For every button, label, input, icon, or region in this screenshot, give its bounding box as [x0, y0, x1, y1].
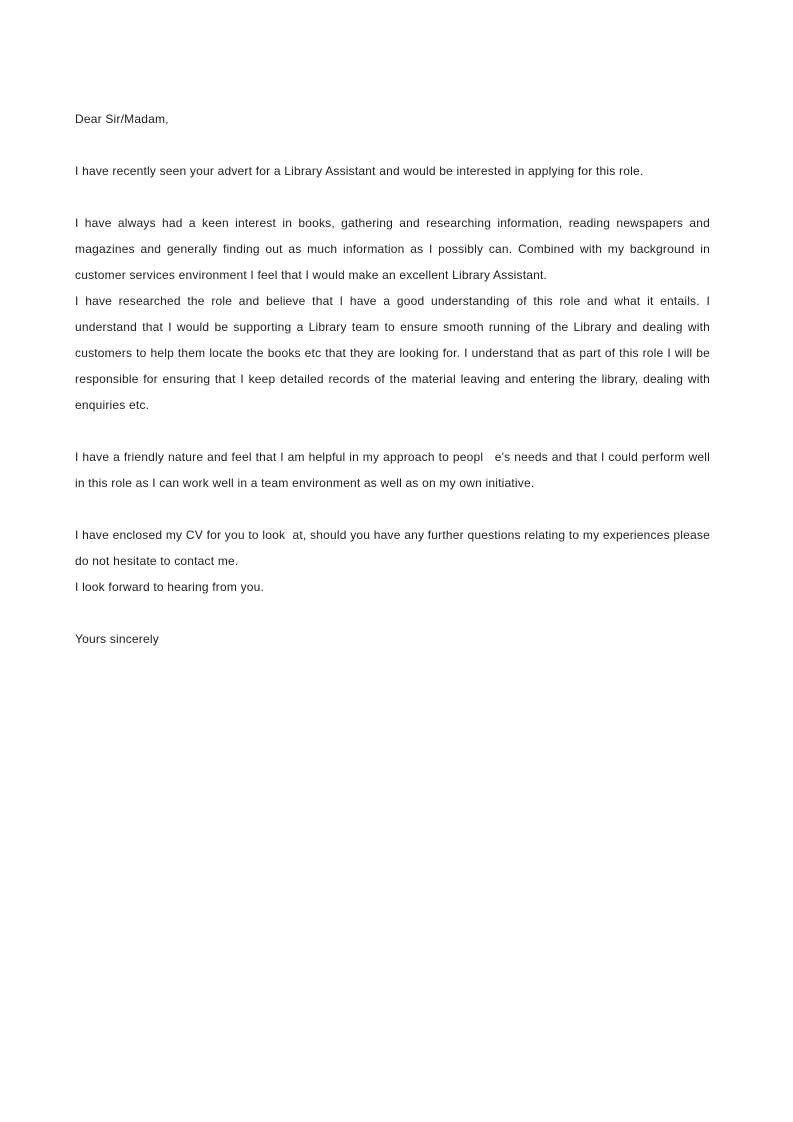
paragraph-look-forward: I look forward to hearing from you.	[75, 580, 265, 594]
paragraph-role-research: I have researched the role and believe that I have a good understanding of this role and what it entails. I understand that I would be supporting a Library team to ensure smooth running of the Library and dealing with customers to help them locate the books etc that they are looking for. I understand that as part of this role I will be responsible for ensuring that I keep detailed records of the material leaving and entering the library, dealing with enquiries etc.	[75, 294, 710, 412]
paragraph-friendly-nature: I have a friendly nature and feel that I am helpful in my approach to peopl e's needs and that I could perform well in this role as I can work well in a team environment as well as on my own initiative.	[75, 450, 710, 490]
salutation: Dear Sir/Madam,	[75, 112, 169, 126]
paragraph-intro: I have recently seen your advert for a Library Assistant and would be interested in applying for this role.	[75, 164, 644, 178]
closing: Yours sincerely	[75, 632, 159, 646]
paragraph-enclosed-cv: I have enclosed my CV for you to look at, should you have any further questions relating to my experiences please do not hesitate to contact me.	[75, 528, 710, 568]
paragraph-interest: I have always had a keen interest in books, gathering and researching information, reading newspapers and magazines and generally finding out as much information as I possibly can. Combined with my background in customer services environment I feel that I would make an excellent Library Assistant.	[75, 216, 710, 282]
